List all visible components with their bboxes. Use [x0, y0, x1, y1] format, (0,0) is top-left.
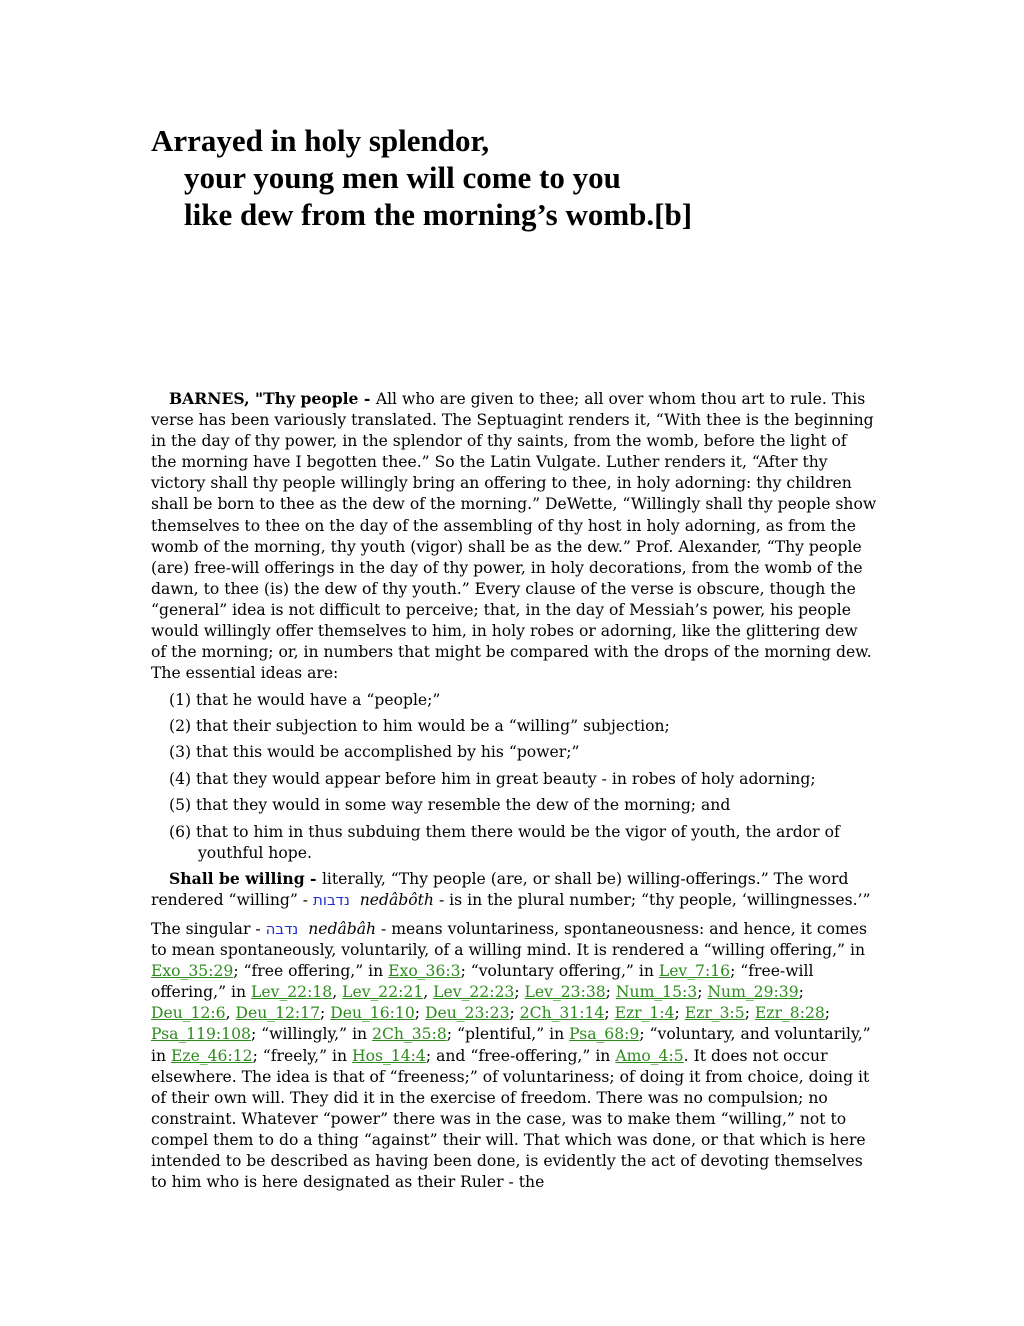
- willing-text-1: literally, “Thy people (are, or shall be) willing-offerings.” The word rendered “willing” -: [151, 869, 849, 909]
- singular-text: ; “freely,” in: [252, 1046, 353, 1065]
- willing-lead: Shall be willing -: [169, 868, 322, 888]
- willing-paragraph: [151, 868, 877, 911]
- list-item: (4) that they would appear before him in great beauty - in robes of holy adorning;: [169, 769, 816, 788]
- singular-text: ; “willingly,” in: [250, 1025, 373, 1044]
- scripture-link[interactable]: Lev_22:18: [251, 983, 333, 1002]
- barnes-lead: BARNES, "Thy people -: [169, 389, 376, 408]
- list-item: (1) that he would have a “people;”: [169, 690, 441, 709]
- scripture-link[interactable]: Psa_68:9: [569, 1025, 640, 1044]
- singular-text: . It does not occur elsewhere. The idea is that of “freeness;” of voluntariness; of doing it from choice, doing it of their own will. They did it in the exercise of freedom. There was no compulsion; no constraint. Whatever “power” there was in the case, was to make them “willing,” not to compel them to do a thing “against” their will. That which was done, or that which is here intended to be described as having been done, is evidently the act of devoting themselves to him who is here designated as their Ruler - the: [151, 1046, 870, 1192]
- scripture-link[interactable]: Lev_22:21: [342, 983, 424, 1002]
- scripture-link[interactable]: Deu_16:10: [330, 1004, 415, 1023]
- scripture-link[interactable]: 2Ch_35:8: [372, 1025, 447, 1044]
- scripture-link[interactable]: Lev_23:38: [524, 983, 606, 1002]
- hebrew-word: נדבות: [313, 890, 350, 909]
- scripture-link[interactable]: Exo_35:29: [151, 962, 234, 981]
- scripture-link[interactable]: Lev_7:16: [658, 962, 731, 981]
- verse-heading: [151, 122, 911, 233]
- singular-text: ; “plentiful,” in: [446, 1025, 570, 1044]
- singular-paragraph: The singular - נדבה nedâbâh - means voluntariness, spontaneousness: and hence, it comes to mean spontaneously, voluntarily, of a willing mind. It is rendered a “willing offering,” in Exo_35:29; “free offering,” in Exo_36:3; “voluntary offering,” in Lev_7:16; “free-will offering,” in Lev_22:18, Lev_22:21, Lev_22:23; Lev_23:38; Num_15:3; Num_29:39; Deu_12:6, Deu_12:17; Deu_16:10; Deu_23:23; 2Ch_31:14; Ezr_1:4; Ezr_3:5; Ezr_8:28; Psa_119:108; “willingly,” in 2Ch_35:8; “plentiful,” in Psa_68:9; “voluntary, and voluntarily,” in Eze_46:12; “freely,” in Hos_14:4; and “free-offering,” in Amo_4:5. It does not occur elsewhere. The idea is that of “freeness;” of voluntariness; of doing it from choice, doing it of their own will. They did it in the exercise of freedom. There was no compulsion; no constraint. Whatever “power” there was in the case, was to make them “willing,” not to compel them to do a thing “against” their will. That which was done, or that which is here intended to be described as having been done, is evidently the act of devoting themselves to him who is here designated as their Ruler - the: [151, 919, 871, 1192]
- barnes-text: All who are given to thee; all over whom thou art to rule. This verse has been variously translated. The Septuagint renders it, “With thee is the beginning in the day of thy power, in the splendor of thy saints, from the womb, before the light of the morning have I begotten thee.” So the Latin Vulgate. Luther renders it, “After thy victory shall thy people willingly bring an offering to thee, in holy adorning: thy children shall be born to thee as the dew of the morning.” DeWette, “Willingly shall thy people show themselves to thee on the day of the assembling of thy host in holy adorning, as from the womb of the morning, thy youth (vigor) shall be as the dew.” Prof. Alexander, “Thy people (are) free-will offerings in the day of thy power, in holy decorations, from the womb of the dawn, to thee (is) the dew of thy youth.” Every clause of the verse is obscure, though the “general” idea is not difficult to perceive; that, in the day of Messiah’s power, his people would willingly offer themselves to him, in holy robes or adorning, like the glittering dew of the morning; or, in numbers that might be compared with the drops of the morning dew. The essential ideas are:: [151, 390, 877, 683]
- scripture-link[interactable]: Ezr_1:4: [614, 1004, 675, 1023]
- verse-line-1: Arrayed in holy splendor,: [151, 123, 490, 158]
- singular-text: ; and “free-offering,” in: [425, 1046, 616, 1065]
- singular-text: ; “free offering,” in: [233, 962, 389, 981]
- scripture-link[interactable]: Deu_12:17: [235, 1004, 321, 1023]
- scripture-link[interactable]: Ezr_8:28: [754, 1004, 825, 1023]
- list-item: (2) that their subjection to him would be a “willing” subjection;: [169, 717, 670, 735]
- verse-line-3: like dew from the morning’s womb.[b]: [184, 197, 693, 232]
- scripture-link[interactable]: Exo_36:3: [388, 962, 461, 981]
- scripture-link[interactable]: Amo_4:5: [615, 1046, 684, 1065]
- scripture-link[interactable]: Lev_22:23: [433, 983, 515, 1002]
- willing-text-2: - is in the plural number; “thy people, ‘willingnesses.’”: [433, 890, 871, 909]
- singular-text: ; “voluntary, and voluntarily,” in: [151, 1025, 871, 1065]
- scripture-link[interactable]: Deu_23:23: [424, 1004, 510, 1023]
- scripture-link[interactable]: 2Ch_31:14: [519, 1004, 605, 1023]
- singular-text: ; “voluntary offering,” in: [460, 962, 659, 981]
- barnes-paragraph: [151, 388, 877, 684]
- scripture-link[interactable]: Ezr_3:5: [684, 1004, 745, 1023]
- scripture-link[interactable]: Eze_46:12: [171, 1046, 253, 1065]
- scripture-link[interactable]: Num_15:3: [615, 983, 698, 1002]
- singular-text: ; “free-will offering,” in: [151, 962, 814, 1002]
- scripture-link[interactable]: Deu_12:6: [151, 1004, 226, 1023]
- verse-line-2: your young men will come to you: [184, 160, 621, 195]
- hebrew-word: נדבה: [265, 919, 299, 938]
- list-item: (6) that to him in thus subduing them there would be the vigor of youth, the ardor of youthful hope.: [169, 822, 840, 862]
- transliteration: nedâbâh: [308, 919, 377, 938]
- transliteration: nedâbôth: [359, 890, 434, 909]
- scripture-link[interactable]: Num_29:39: [707, 983, 799, 1002]
- commentary-body: [151, 388, 877, 1193]
- singular-text: - means voluntariness, spontaneousness: and hence, it comes to mean spontaneously, voluntarily, of a willing mind. It is rendered a “willing offering,” in: [151, 919, 868, 960]
- scripture-link[interactable]: Psa_119:108: [151, 1025, 251, 1044]
- scripture-link[interactable]: Hos_14:4: [352, 1046, 426, 1065]
- singular-text: The singular -: [151, 919, 266, 938]
- essential-ideas-list: [151, 690, 877, 864]
- list-item: (5) that they would in some way resemble the dew of the morning; and: [169, 796, 731, 815]
- list-item: (3) that this would be accomplished by his “power;”: [169, 743, 580, 762]
